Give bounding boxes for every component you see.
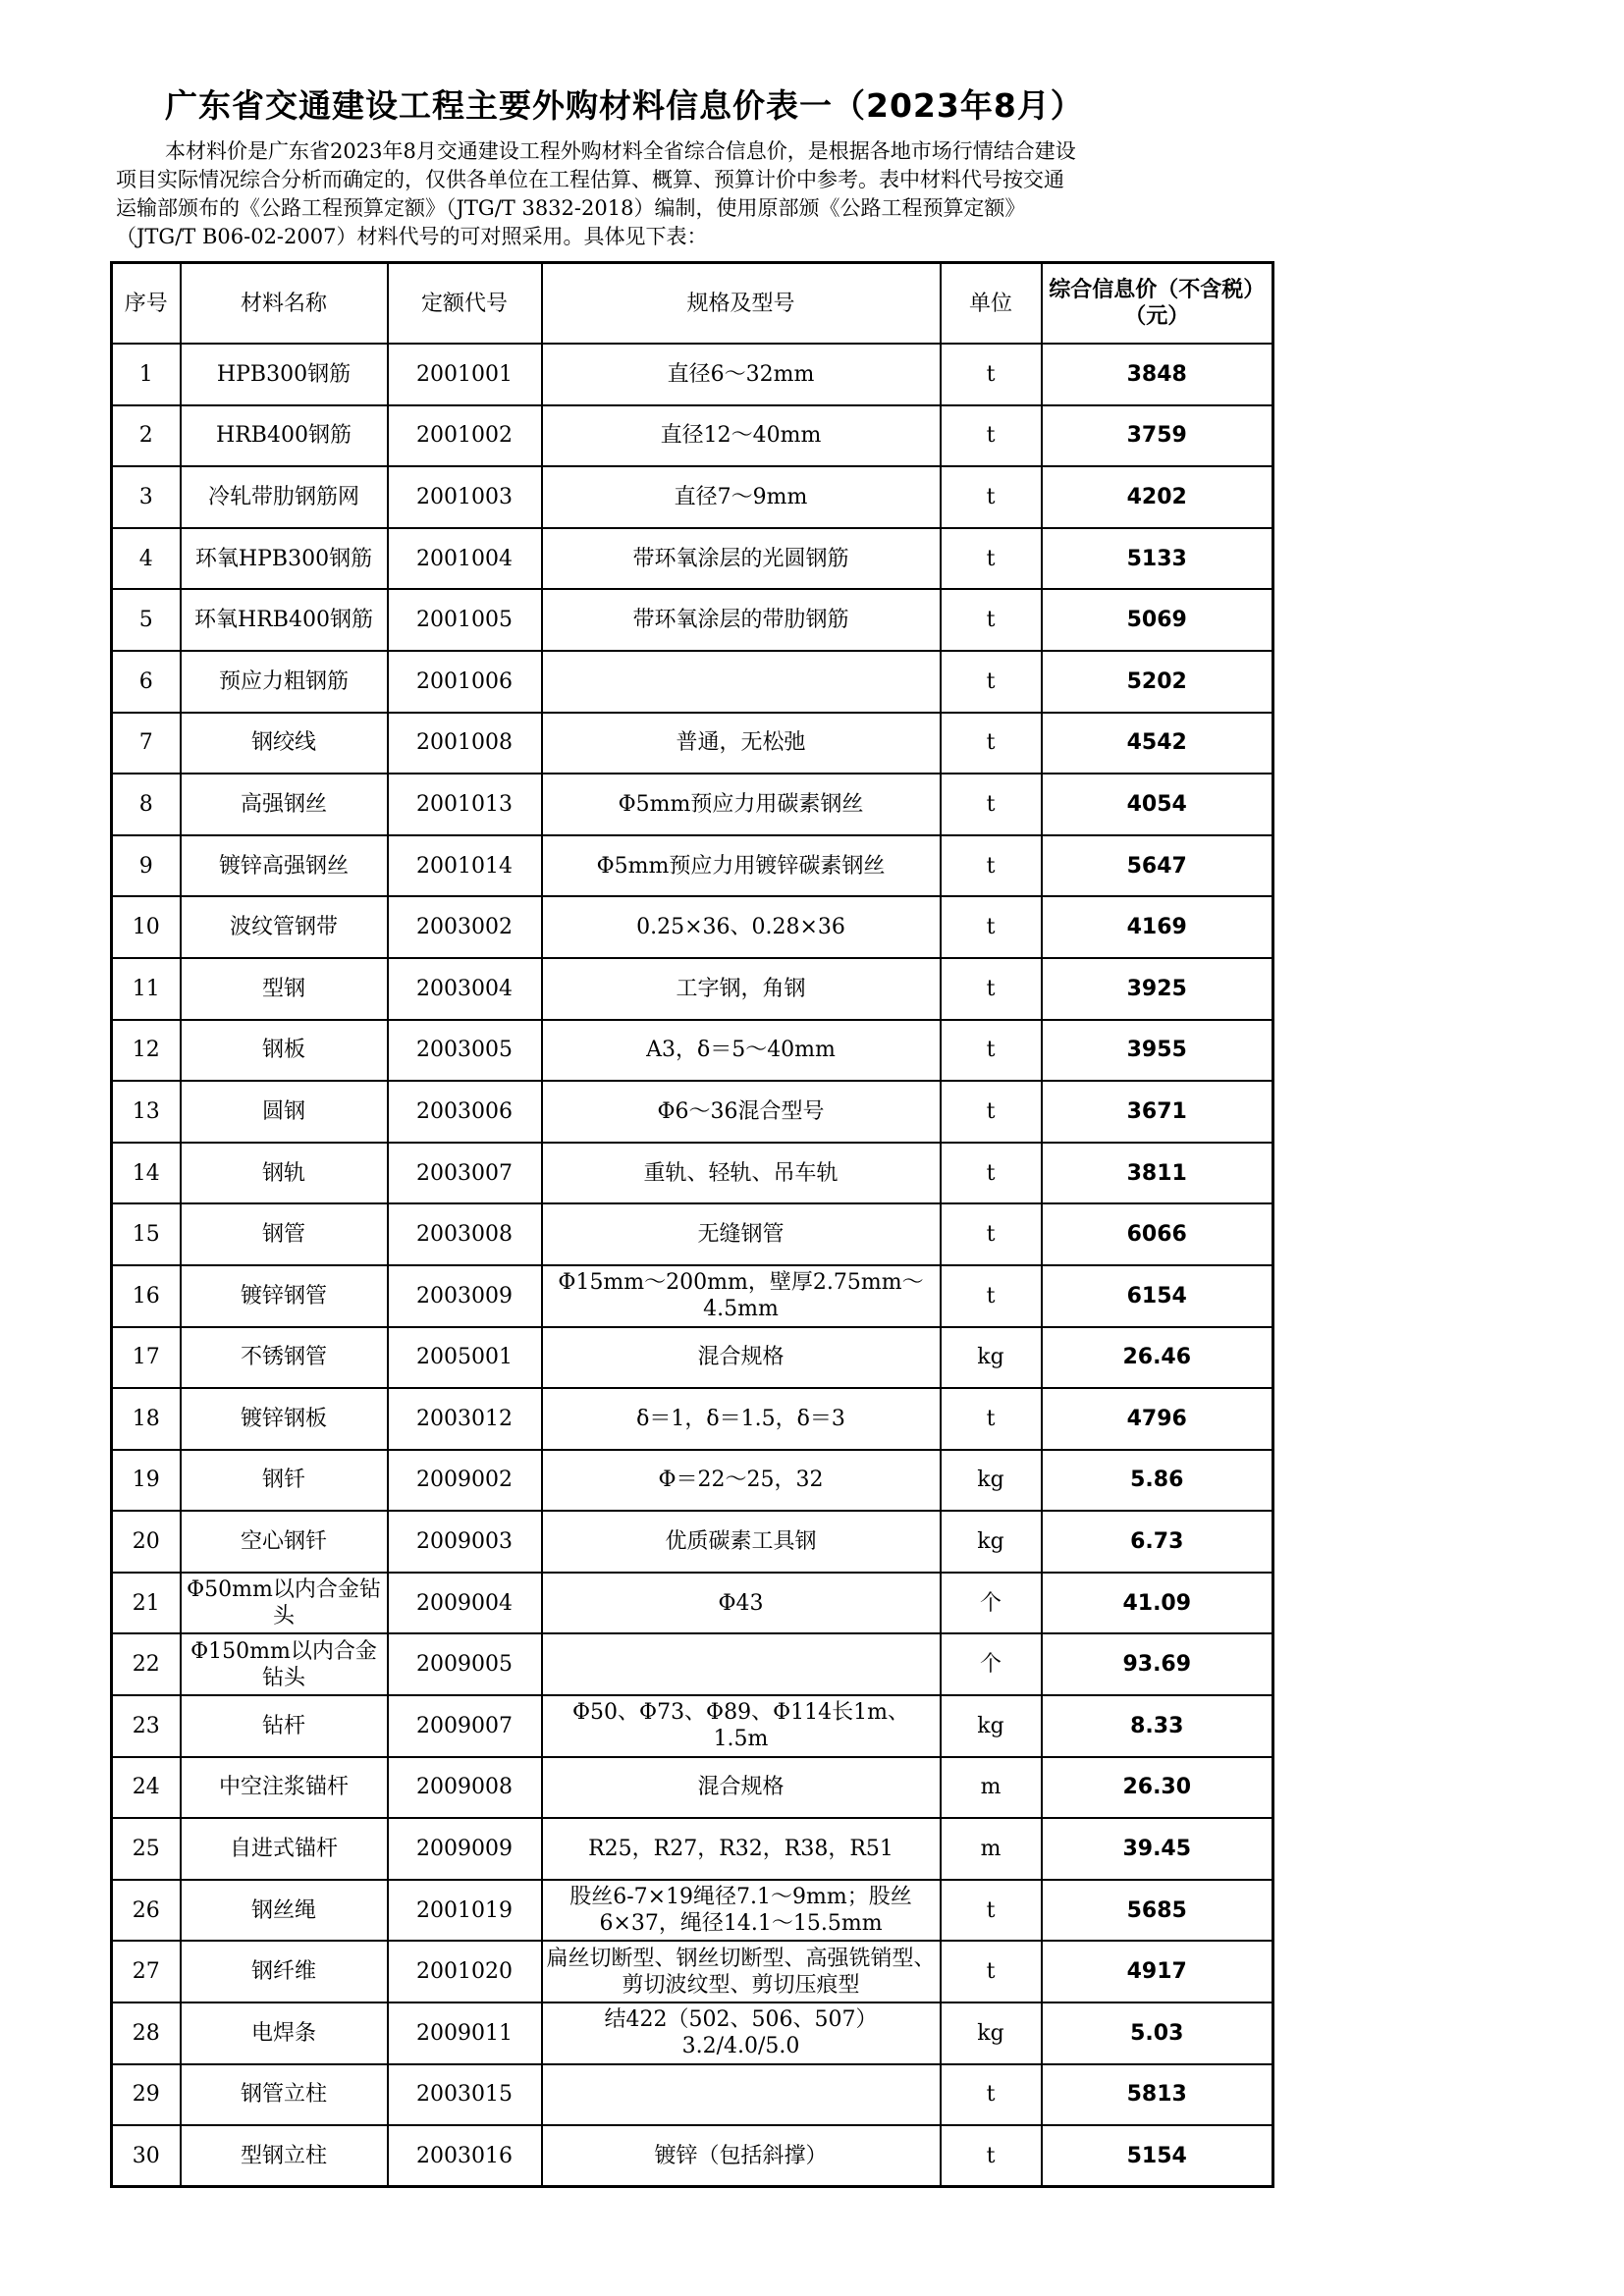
cell-unit: 个 bbox=[941, 1633, 1042, 1695]
cell-price: 5.86 bbox=[1042, 1450, 1273, 1512]
cell-code: 2003012 bbox=[388, 1388, 542, 1450]
cell-name: 空心钢钎 bbox=[181, 1511, 388, 1573]
cell-name: 钢管 bbox=[181, 1203, 388, 1265]
cell-price: 6.73 bbox=[1042, 1511, 1273, 1573]
cell-price: 8.33 bbox=[1042, 1695, 1273, 1757]
table-row bbox=[112, 1941, 1273, 2002]
table-row bbox=[112, 1388, 1273, 1450]
cell-name: Φ50mm以内合金钻头 bbox=[181, 1573, 388, 1634]
cell-no: 1 bbox=[112, 344, 181, 405]
cell-spec: 带环氧涂层的带肋钢筋 bbox=[542, 589, 941, 651]
cell-name: HPB300钢筋 bbox=[181, 344, 388, 405]
header-no: 序号 bbox=[112, 263, 181, 345]
cell-no: 30 bbox=[112, 2125, 181, 2187]
cell-unit: t bbox=[941, 2125, 1042, 2187]
cell-code: 2001013 bbox=[388, 774, 542, 835]
cell-name: HRB400钢筋 bbox=[181, 405, 388, 467]
table-row bbox=[112, 958, 1273, 1020]
table-body bbox=[112, 344, 1273, 2187]
cell-code: 2001002 bbox=[388, 405, 542, 467]
cell-spec: 混合规格 bbox=[542, 1757, 941, 1819]
cell-code: 2001019 bbox=[388, 1880, 542, 1942]
cell-spec bbox=[542, 1633, 941, 1695]
cell-price: 39.45 bbox=[1042, 1818, 1273, 1880]
cell-code: 2009009 bbox=[388, 1818, 542, 1880]
cell-unit: t bbox=[941, 835, 1042, 897]
table-row bbox=[112, 1450, 1273, 1512]
table-row bbox=[112, 528, 1273, 590]
cell-unit: t bbox=[941, 466, 1042, 528]
cell-spec: Φ6～36混合型号 bbox=[542, 1081, 941, 1143]
table-row bbox=[112, 1020, 1273, 1082]
cell-spec: Φ＝22～25，32 bbox=[542, 1450, 941, 1512]
cell-code: 2009003 bbox=[388, 1511, 542, 1573]
cell-price: 3955 bbox=[1042, 1020, 1273, 1082]
table-row bbox=[112, 1633, 1273, 1695]
cell-no: 2 bbox=[112, 405, 181, 467]
cell-spec: Φ15mm～200mm，壁厚2.75mm～4.5mm bbox=[542, 1265, 941, 1327]
cell-name: 冷轧带肋钢筋网 bbox=[181, 466, 388, 528]
cell-spec: Φ5mm预应力用碳素钢丝 bbox=[542, 774, 941, 835]
cell-code: 2003005 bbox=[388, 1020, 542, 1082]
cell-no: 29 bbox=[112, 2064, 181, 2126]
cell-no: 18 bbox=[112, 1388, 181, 1450]
cell-spec: 带环氧涂层的光圆钢筋 bbox=[542, 528, 941, 590]
cell-spec: 直径6～32mm bbox=[542, 344, 941, 405]
cell-name: 钢板 bbox=[181, 1020, 388, 1082]
cell-unit: t bbox=[941, 1265, 1042, 1327]
cell-no: 4 bbox=[112, 528, 181, 590]
cell-unit: t bbox=[941, 2064, 1042, 2126]
cell-price: 93.69 bbox=[1042, 1633, 1273, 1695]
cell-code: 2003008 bbox=[388, 1203, 542, 1265]
table-row bbox=[112, 2064, 1273, 2126]
cell-code: 2001020 bbox=[388, 1941, 542, 2002]
cell-price: 41.09 bbox=[1042, 1573, 1273, 1634]
cell-code: 2001014 bbox=[388, 835, 542, 897]
cell-code: 2003004 bbox=[388, 958, 542, 1020]
table-header-row bbox=[112, 263, 1273, 345]
cell-name: 自进式锚杆 bbox=[181, 1818, 388, 1880]
cell-code: 2009007 bbox=[388, 1695, 542, 1757]
cell-code: 2009011 bbox=[388, 2002, 542, 2064]
cell-name: 钢钎 bbox=[181, 1450, 388, 1512]
table-row bbox=[112, 2002, 1273, 2064]
intro-paragraph bbox=[116, 137, 1265, 251]
cell-code: 2003002 bbox=[388, 896, 542, 958]
cell-spec: Φ5mm预应力用镀锌碳素钢丝 bbox=[542, 835, 941, 897]
cell-name: 高强钢丝 bbox=[181, 774, 388, 835]
cell-name: 钻杆 bbox=[181, 1695, 388, 1757]
cell-name: 钢纤维 bbox=[181, 1941, 388, 2002]
cell-spec: 重轨、轻轨、吊车轨 bbox=[542, 1143, 941, 1204]
cell-code: 2003015 bbox=[388, 2064, 542, 2126]
cell-price: 4054 bbox=[1042, 774, 1273, 835]
cell-price: 26.46 bbox=[1042, 1327, 1273, 1389]
cell-no: 19 bbox=[112, 1450, 181, 1512]
cell-name: 型钢 bbox=[181, 958, 388, 1020]
cell-unit: kg bbox=[941, 1695, 1042, 1757]
cell-spec: 直径12～40mm bbox=[542, 405, 941, 467]
cell-no: 11 bbox=[112, 958, 181, 1020]
header-spec: 规格及型号 bbox=[542, 263, 941, 345]
table-row bbox=[112, 1081, 1273, 1143]
cell-spec: Φ43 bbox=[542, 1573, 941, 1634]
cell-no: 7 bbox=[112, 713, 181, 774]
cell-no: 21 bbox=[112, 1573, 181, 1634]
cell-name: 环氧HPB300钢筋 bbox=[181, 528, 388, 590]
table-row bbox=[112, 1818, 1273, 1880]
cell-no: 10 bbox=[112, 896, 181, 958]
cell-no: 25 bbox=[112, 1818, 181, 1880]
table-row bbox=[112, 1573, 1273, 1634]
header-name: 材料名称 bbox=[181, 263, 388, 345]
cell-unit: t bbox=[941, 1081, 1042, 1143]
table-row bbox=[112, 1757, 1273, 1819]
cell-no: 27 bbox=[112, 1941, 181, 2002]
cell-spec: 无缝钢管 bbox=[542, 1203, 941, 1265]
cell-no: 23 bbox=[112, 1695, 181, 1757]
cell-name: 环氧HRB400钢筋 bbox=[181, 589, 388, 651]
cell-code: 2001005 bbox=[388, 589, 542, 651]
cell-spec: 结422（502、506、507）3.2/4.0/5.0 bbox=[542, 2002, 941, 2064]
cell-code: 2003009 bbox=[388, 1265, 542, 1327]
cell-spec: 直径7～9mm bbox=[542, 466, 941, 528]
cell-no: 5 bbox=[112, 589, 181, 651]
cell-unit: kg bbox=[941, 1327, 1042, 1389]
cell-no: 9 bbox=[112, 835, 181, 897]
cell-spec: A3，δ＝5～40mm bbox=[542, 1020, 941, 1082]
cell-unit: t bbox=[941, 528, 1042, 590]
cell-price: 6066 bbox=[1042, 1203, 1273, 1265]
cell-no: 26 bbox=[112, 1880, 181, 1942]
table-row bbox=[112, 1203, 1273, 1265]
cell-code: 2009005 bbox=[388, 1633, 542, 1695]
cell-price: 5154 bbox=[1042, 2125, 1273, 2187]
cell-unit: t bbox=[941, 713, 1042, 774]
cell-unit: t bbox=[941, 896, 1042, 958]
cell-price: 3848 bbox=[1042, 344, 1273, 405]
cell-spec: 优质碳素工具钢 bbox=[542, 1511, 941, 1573]
cell-price: 5685 bbox=[1042, 1880, 1273, 1942]
cell-unit: t bbox=[941, 589, 1042, 651]
cell-no: 22 bbox=[112, 1633, 181, 1695]
cell-no: 13 bbox=[112, 1081, 181, 1143]
cell-no: 17 bbox=[112, 1327, 181, 1389]
cell-name: 预应力粗钢筋 bbox=[181, 651, 388, 713]
cell-name: 圆钢 bbox=[181, 1081, 388, 1143]
cell-no: 12 bbox=[112, 1020, 181, 1082]
table-row bbox=[112, 405, 1273, 467]
cell-code: 2001004 bbox=[388, 528, 542, 590]
page-title: 广东省交通建设工程主要外购材料信息价表一（2023年8月） bbox=[165, 86, 1084, 125]
cell-name: 不锈钢管 bbox=[181, 1327, 388, 1389]
cell-no: 6 bbox=[112, 651, 181, 713]
cell-unit: kg bbox=[941, 1511, 1042, 1573]
cell-name: 波纹管钢带 bbox=[181, 896, 388, 958]
table-row bbox=[112, 589, 1273, 651]
cell-price: 6154 bbox=[1042, 1265, 1273, 1327]
cell-spec: δ＝1，δ＝1.5，δ＝3 bbox=[542, 1388, 941, 1450]
cell-no: 15 bbox=[112, 1203, 181, 1265]
table-row bbox=[112, 344, 1273, 405]
intro-line: 本材料价是广东省2023年8月交通建设工程外购材料全省综合信息价，是根据各地市场行情结合建设 bbox=[165, 139, 1076, 163]
cell-code: 2003007 bbox=[388, 1143, 542, 1204]
cell-code: 2003006 bbox=[388, 1081, 542, 1143]
cell-code: 2001006 bbox=[388, 651, 542, 713]
cell-unit: t bbox=[941, 958, 1042, 1020]
cell-unit: t bbox=[941, 1020, 1042, 1082]
cell-code: 2001001 bbox=[388, 344, 542, 405]
table-row bbox=[112, 1265, 1273, 1327]
table-row bbox=[112, 1143, 1273, 1204]
cell-price: 5647 bbox=[1042, 835, 1273, 897]
cell-unit: m bbox=[941, 1757, 1042, 1819]
cell-unit: t bbox=[941, 774, 1042, 835]
cell-name: 电焊条 bbox=[181, 2002, 388, 2064]
table-row bbox=[112, 1880, 1273, 1942]
cell-spec bbox=[542, 651, 941, 713]
table-row bbox=[112, 774, 1273, 835]
cell-spec: 股丝6-7×19绳径7.1～9mm；股丝6×37，绳径14.1～15.5mm bbox=[542, 1880, 941, 1942]
cell-unit: t bbox=[941, 344, 1042, 405]
cell-unit: t bbox=[941, 651, 1042, 713]
cell-code: 2009004 bbox=[388, 1573, 542, 1634]
cell-no: 16 bbox=[112, 1265, 181, 1327]
cell-price: 4796 bbox=[1042, 1388, 1273, 1450]
intro-line: 项目实际情况综合分析而确定的，仅供各单位在工程估算、概算、预算计价中参考。表中材料代号按交通 bbox=[116, 168, 1064, 191]
cell-price: 3759 bbox=[1042, 405, 1273, 467]
cell-price: 4542 bbox=[1042, 713, 1273, 774]
cell-unit: m bbox=[941, 1818, 1042, 1880]
cell-name: 镀锌钢管 bbox=[181, 1265, 388, 1327]
cell-price: 3925 bbox=[1042, 958, 1273, 1020]
cell-name: 钢轨 bbox=[181, 1143, 388, 1204]
cell-unit: kg bbox=[941, 2002, 1042, 2064]
cell-price: 5813 bbox=[1042, 2064, 1273, 2126]
cell-name: 镀锌钢板 bbox=[181, 1388, 388, 1450]
cell-no: 14 bbox=[112, 1143, 181, 1204]
header-price: 综合信息价（不含税）（元） bbox=[1042, 263, 1273, 345]
table-row bbox=[112, 835, 1273, 897]
cell-spec: 普通，无松弛 bbox=[542, 713, 941, 774]
table-row bbox=[112, 1695, 1273, 1757]
cell-spec: 混合规格 bbox=[542, 1327, 941, 1389]
cell-code: 2005001 bbox=[388, 1327, 542, 1389]
table-row bbox=[112, 713, 1273, 774]
cell-name: Φ150mm以内合金钻头 bbox=[181, 1633, 388, 1695]
table-row bbox=[112, 651, 1273, 713]
cell-no: 28 bbox=[112, 2002, 181, 2064]
cell-price: 4917 bbox=[1042, 1941, 1273, 2002]
cell-no: 20 bbox=[112, 1511, 181, 1573]
table-row bbox=[112, 1511, 1273, 1573]
cell-code: 2009008 bbox=[388, 1757, 542, 1819]
cell-name: 钢管立柱 bbox=[181, 2064, 388, 2126]
cell-price: 5.03 bbox=[1042, 2002, 1273, 2064]
table-row bbox=[112, 1327, 1273, 1389]
cell-spec bbox=[542, 2064, 941, 2126]
table-row bbox=[112, 2125, 1273, 2187]
cell-no: 24 bbox=[112, 1757, 181, 1819]
cell-unit: kg bbox=[941, 1450, 1042, 1512]
cell-code: 2003016 bbox=[388, 2125, 542, 2187]
cell-spec: 镀锌（包括斜撑） bbox=[542, 2125, 941, 2187]
cell-price: 26.30 bbox=[1042, 1757, 1273, 1819]
cell-unit: t bbox=[941, 1203, 1042, 1265]
cell-no: 3 bbox=[112, 466, 181, 528]
cell-unit: t bbox=[941, 1143, 1042, 1204]
cell-unit: t bbox=[941, 1388, 1042, 1450]
header-unit: 单位 bbox=[941, 263, 1042, 345]
cell-spec: 扁丝切断型、钢丝切断型、高强铣销型、剪切波纹型、剪切压痕型 bbox=[542, 1941, 941, 2002]
price-table bbox=[110, 261, 1274, 2188]
cell-spec: Φ50、Φ73、Φ89、Φ114长1m、1.5m bbox=[542, 1695, 941, 1757]
cell-code: 2001008 bbox=[388, 713, 542, 774]
cell-unit: t bbox=[941, 1941, 1042, 2002]
cell-price: 4202 bbox=[1042, 466, 1273, 528]
table-row bbox=[112, 466, 1273, 528]
intro-line: （JTG/T B06-02-2007）材料代号的可对照采用。具体见下表： bbox=[116, 225, 708, 248]
cell-no: 8 bbox=[112, 774, 181, 835]
cell-name: 钢丝绳 bbox=[181, 1880, 388, 1942]
cell-name: 钢绞线 bbox=[181, 713, 388, 774]
cell-code: 2001003 bbox=[388, 466, 542, 528]
cell-spec: 0.25×36、0.28×36 bbox=[542, 896, 941, 958]
cell-unit: t bbox=[941, 1880, 1042, 1942]
cell-name: 中空注浆锚杆 bbox=[181, 1757, 388, 1819]
cell-unit: 个 bbox=[941, 1573, 1042, 1634]
cell-name: 型钢立柱 bbox=[181, 2125, 388, 2187]
intro-line: 运输部颁布的《公路工程预算定额》（JTG/T 3832-2018）编制，使用原部颁《公路工程预算定额》 bbox=[116, 196, 1026, 220]
cell-price: 3671 bbox=[1042, 1081, 1273, 1143]
cell-price: 5133 bbox=[1042, 528, 1273, 590]
cell-spec: R25，R27，R32，R38，R51 bbox=[542, 1818, 941, 1880]
cell-name: 镀锌高强钢丝 bbox=[181, 835, 388, 897]
cell-code: 2009002 bbox=[388, 1450, 542, 1512]
cell-price: 3811 bbox=[1042, 1143, 1273, 1204]
table-row bbox=[112, 896, 1273, 958]
cell-price: 5069 bbox=[1042, 589, 1273, 651]
cell-spec: 工字钢，角钢 bbox=[542, 958, 941, 1020]
cell-price: 4169 bbox=[1042, 896, 1273, 958]
cell-unit: t bbox=[941, 405, 1042, 467]
header-code: 定额代号 bbox=[388, 263, 542, 345]
cell-price: 5202 bbox=[1042, 651, 1273, 713]
